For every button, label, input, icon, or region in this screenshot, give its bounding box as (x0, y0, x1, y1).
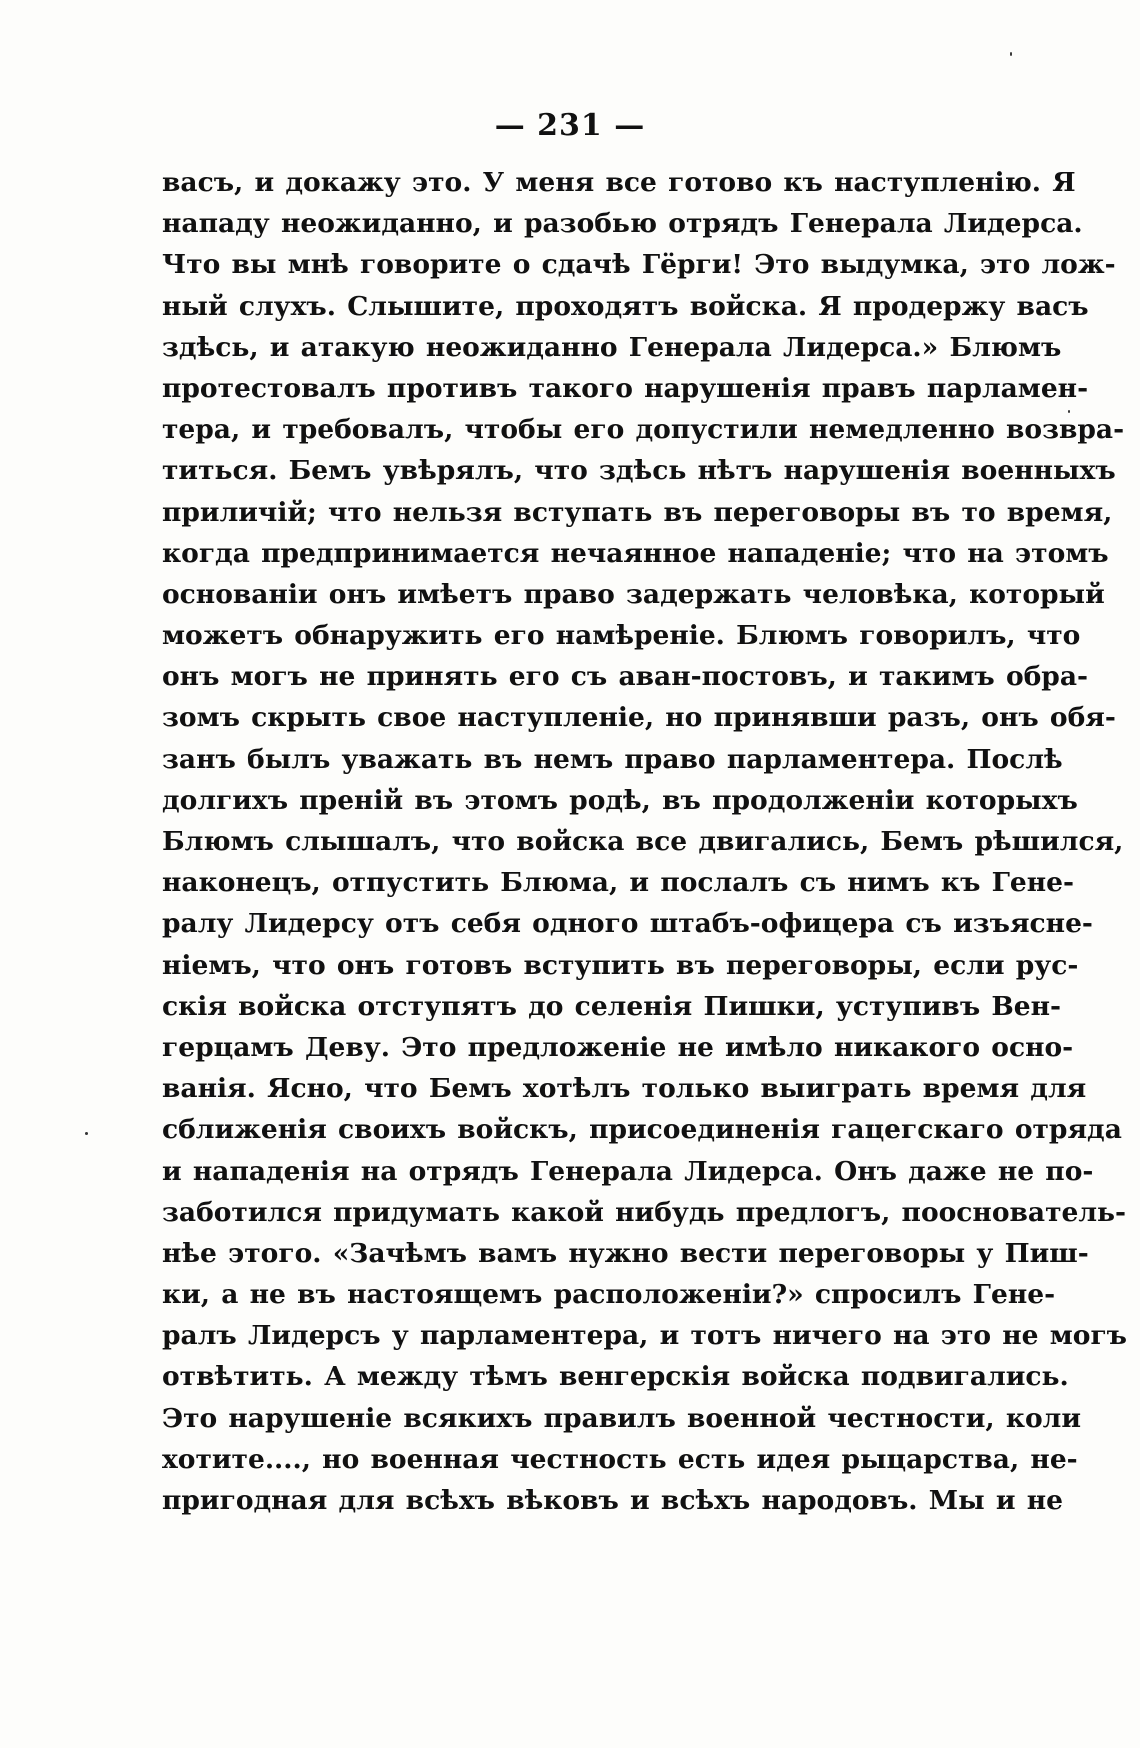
text-line: ки, а не въ настоящемъ расположеніи?» спросилъ Гене- (162, 1279, 1056, 1311)
text-line: ралъ Лидерсъ у парламентера, и тотъ ничего на это не могъ (162, 1320, 1128, 1352)
text-line: пригодная для всѣхъ вѣковъ и всѣхъ народовъ. Мы и не (162, 1485, 1064, 1516)
text-line: герцамъ Деву. Это предложеніе не имѣло никакого осно- (162, 1031, 1074, 1063)
paper-speck (85, 1132, 88, 1135)
text-line: нападу неожиданно, и разобью отрядъ Генерала Лидерса. (162, 208, 1083, 240)
text-line: Что вы мнѣ говорите о сдачѣ Гёрги! Это выдумка, это лож- (162, 249, 1116, 281)
text-line: здѣсь, и атакую неожиданно Генерала Лидерса.» Блюмъ (162, 331, 1062, 363)
text-line: основаніи онъ имѣетъ право задержать человѣка, который (162, 578, 1105, 610)
text-line: зомъ скрыть свое наступленіе, но принявши разъ, онъ обя- (162, 702, 1116, 734)
text-line: ніемъ, что онъ готовъ вступить въ переговоры, если рус- (162, 949, 1079, 981)
text-line: отвѣтить. А между тѣмъ венгерскія войска подвигались. (162, 1361, 1069, 1393)
body-text (162, 162, 1128, 1521)
text-line: васъ, и докажу это. У меня все готово къ наступленію. Я (162, 167, 1076, 198)
text-line: заботился придумать какой нибудь предлогъ, пооснователь- (162, 1196, 1127, 1228)
text-line: ванія. Ясно, что Бемъ хотѣлъ только выиграть время для (162, 1073, 1087, 1105)
text-line: тера, и требовалъ, чтобы его допустили немедленно возвра- (162, 414, 1125, 446)
paper-speck (1068, 410, 1070, 413)
text-line: титься. Бемъ увѣрялъ, что здѣсь нѣтъ нарушенія военныхъ (162, 455, 1116, 487)
text-line: ралу Лидерсу отъ себя одного штабъ-офицера съ изъясне- (162, 908, 1093, 940)
text-line: долгихъ преній въ этомъ родѣ, въ продолженіи которыхъ (162, 784, 1078, 816)
text-line: протестовалъ противъ такого нарушенія правъ парламен- (162, 372, 1089, 404)
text-line: ный слухъ. Слышите, проходятъ войска. Я продержу васъ (162, 290, 1089, 322)
text-line: наконецъ, отпустить Блюма, и послалъ съ нимъ къ Гене- (162, 867, 1075, 899)
text-line: скія войска отступятъ до селенія Пишки, уступивъ Вен- (162, 990, 1062, 1022)
text-line: занъ былъ уважать въ немъ право парламентера. Послѣ (162, 743, 1063, 775)
text-line: Это нарушеніе всякихъ правилъ военной честности, коли (162, 1402, 1082, 1434)
text-line: когда предпринимается нечаянное нападеніе; что на этомъ (162, 537, 1109, 569)
paper-speck (1010, 52, 1012, 56)
page-number: — 231 — (494, 108, 646, 143)
text-line: хотите...., но военная честность есть идея рыцарства, не- (162, 1443, 1078, 1475)
text-line: и нападенія на отрядъ Генерала Лидерса. Онъ даже не по- (162, 1155, 1094, 1187)
text-line: нѣе этого. «Зачѣмъ вамъ нужно вести переговоры у Пиш- (162, 1237, 1089, 1269)
text-line: приличій; что нельзя вступать въ переговоры въ то время, (162, 496, 1113, 528)
text-line: онъ могъ не принять его съ аван-постовъ, и такимъ обра- (162, 661, 1089, 693)
text-line: Блюмъ слышалъ, что войска все двигались, Бемъ рѣшился, (162, 826, 1124, 857)
text-line: сближенія своихъ войскъ, присоединенія гацегскаго отряда (162, 1114, 1122, 1146)
text-line: можетъ обнаружить его намѣреніе. Блюмъ говорилъ, что (162, 620, 1081, 652)
